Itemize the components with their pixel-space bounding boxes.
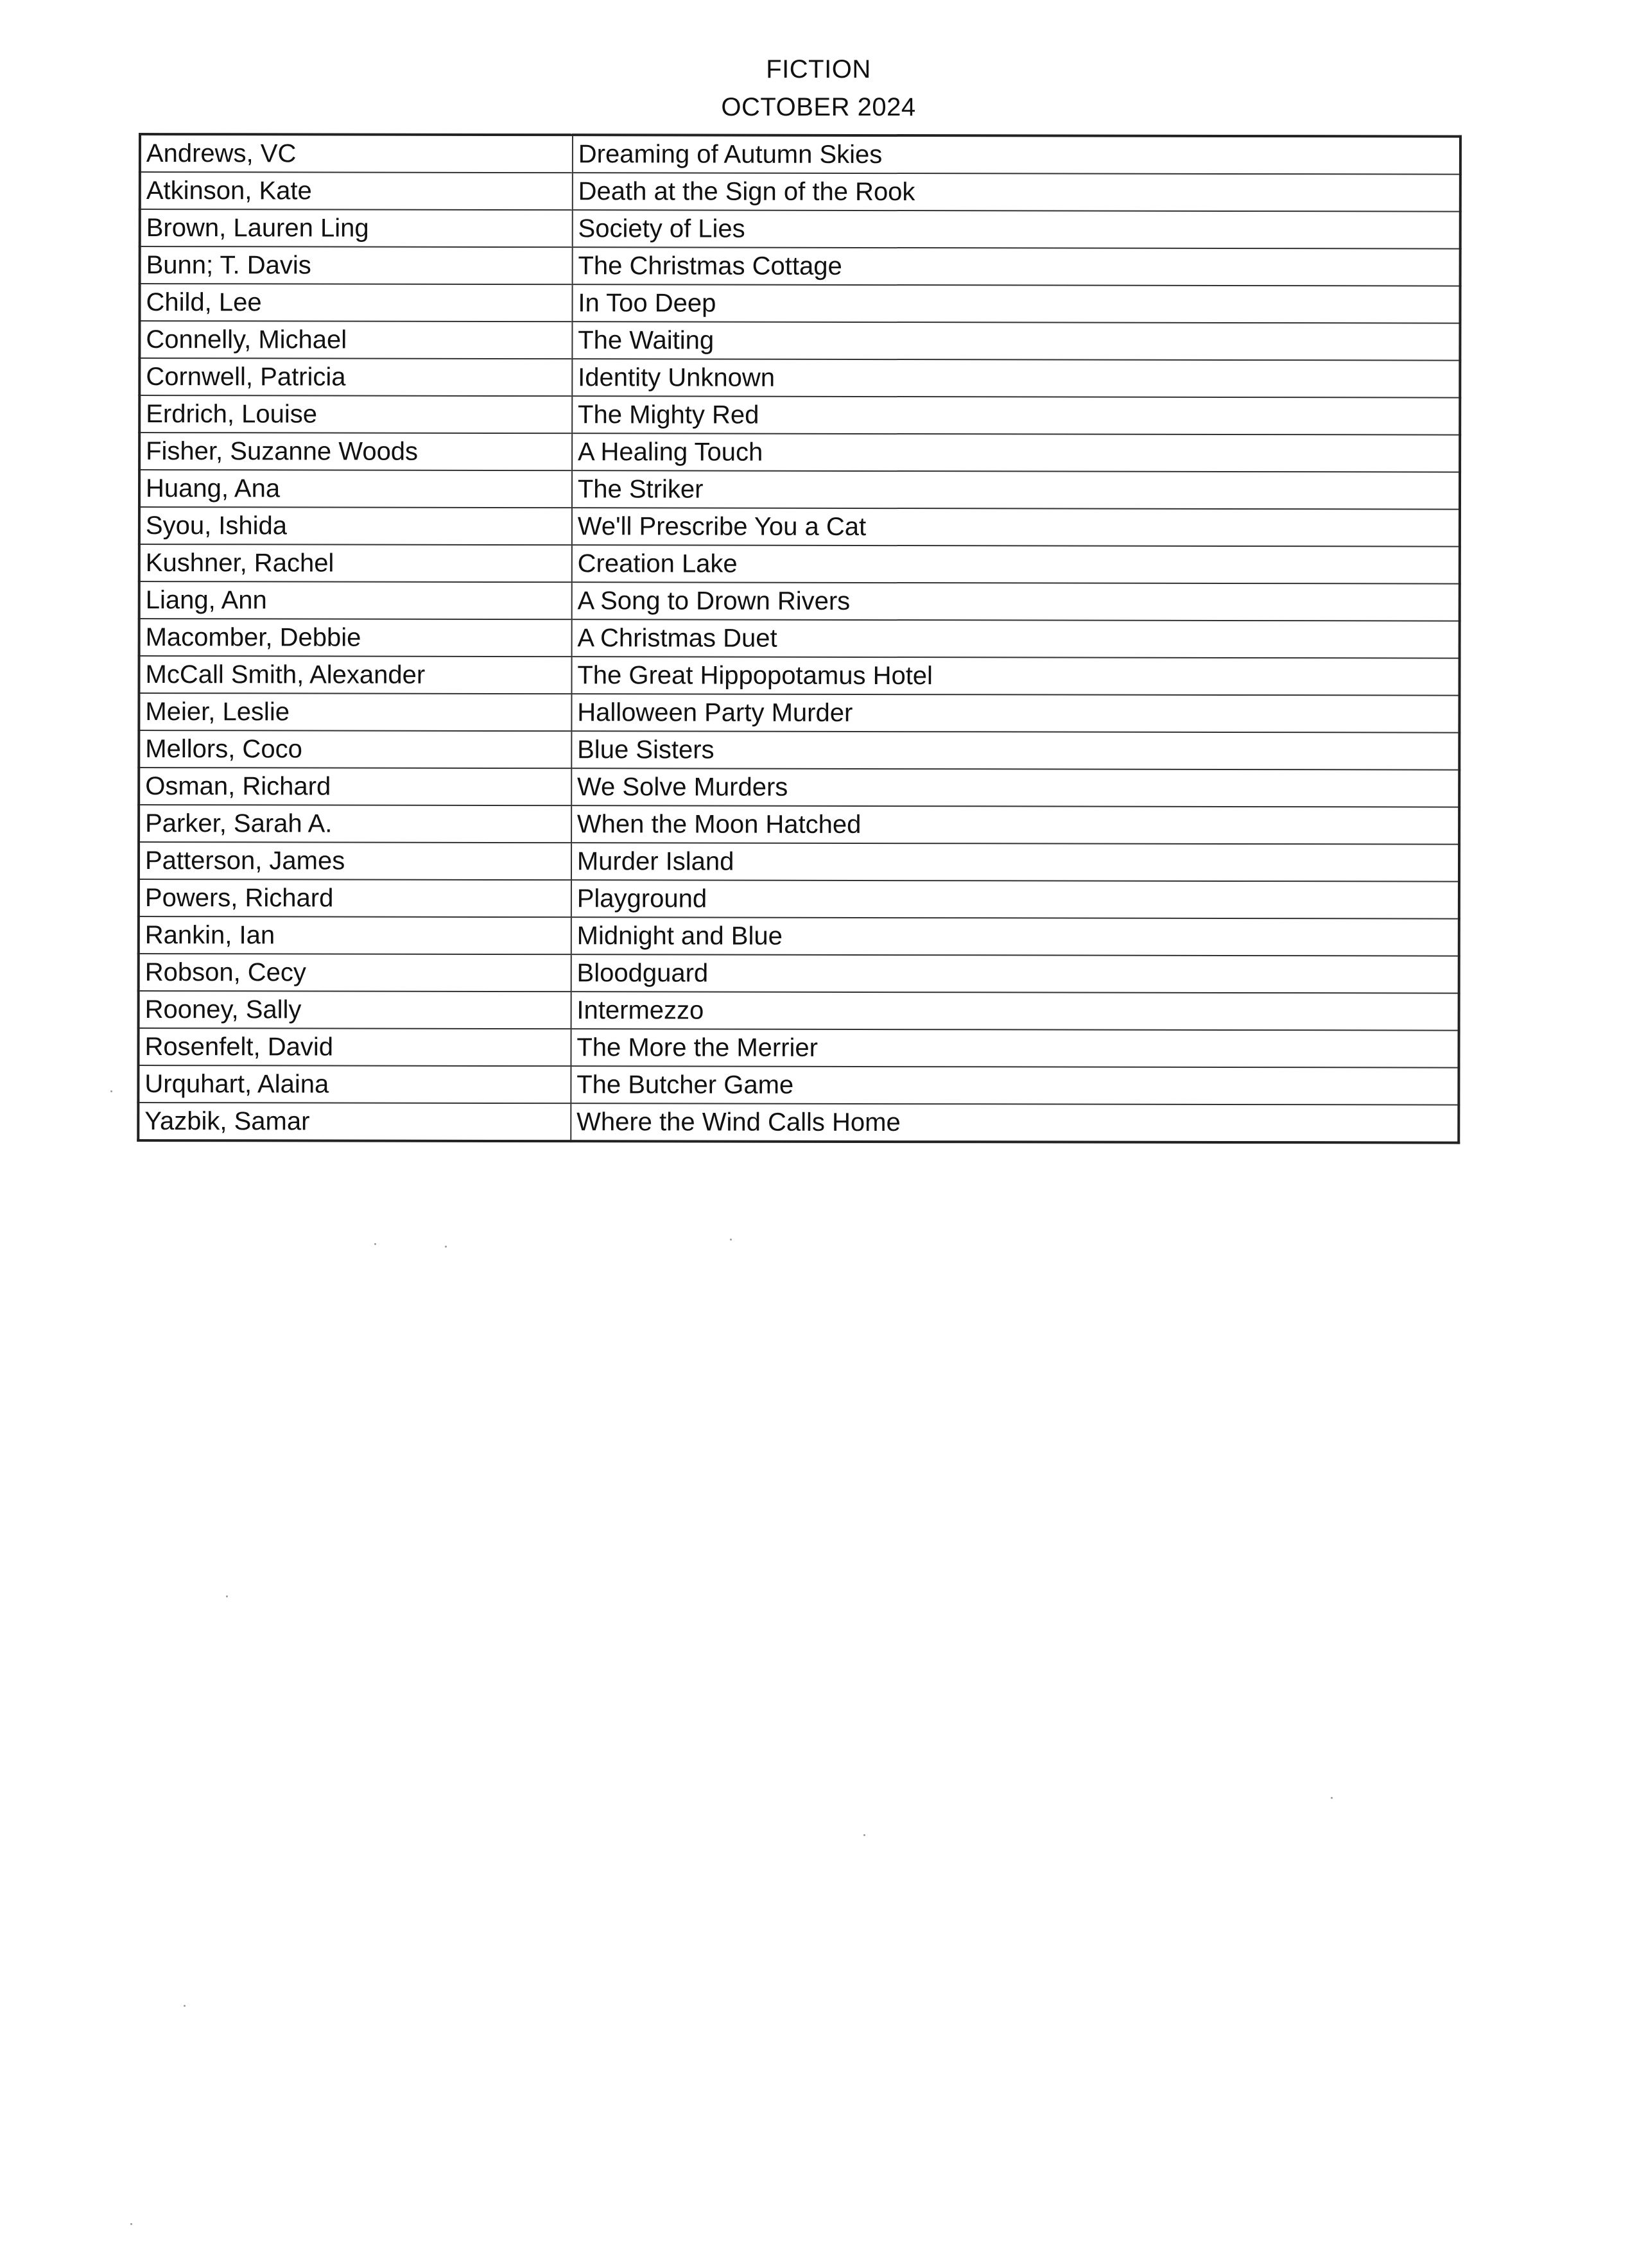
author-cell: Child, Lee <box>139 284 572 322</box>
scan-speck <box>863 1834 865 1836</box>
table-row <box>139 544 1460 584</box>
author-cell: Patterson, James <box>139 842 571 880</box>
book-title-cell: Murder Island <box>571 843 1459 881</box>
book-title-cell: In Too Deep <box>572 284 1460 323</box>
author-cell: Liang, Ann <box>139 581 572 619</box>
author-cell: Brown, Lauren Ling <box>140 209 573 247</box>
table-row <box>139 991 1459 1031</box>
book-title-cell: The Mighty Red <box>572 396 1460 434</box>
author-cell: Robson, Cecy <box>139 954 571 992</box>
table-row <box>139 656 1459 696</box>
author-cell: Rosenfelt, David <box>138 1028 571 1066</box>
author-cell: Erdrich, Louise <box>139 395 572 433</box>
book-title-cell: We Solve Murders <box>571 768 1459 807</box>
author-cell: Mellors, Coco <box>139 730 571 768</box>
book-title-cell: Where the Wind Calls Home <box>571 1103 1459 1142</box>
author-cell: Macomber, Debbie <box>139 619 572 657</box>
table-row <box>139 284 1460 323</box>
author-cell: Kushner, Rachel <box>139 544 572 582</box>
book-title-cell: Death at the Sign of the Rook <box>573 173 1460 211</box>
table-row <box>139 321 1460 361</box>
book-title-cell: A Christmas Duet <box>571 619 1459 658</box>
book-title-cell: The Striker <box>572 470 1460 509</box>
book-title-cell: Midnight and Blue <box>571 917 1459 956</box>
table-row <box>139 358 1460 398</box>
book-title-cell: A Healing Touch <box>572 433 1460 472</box>
book-title-cell: The Christmas Cottage <box>572 247 1460 286</box>
author-cell: Huang, Ana <box>139 470 572 508</box>
book-title-cell: Halloween Party Murder <box>571 694 1459 732</box>
book-list-table <box>137 133 1462 1144</box>
scan-speck <box>374 1243 376 1245</box>
book-title-cell: Intermezzo <box>571 992 1459 1030</box>
table-row <box>139 619 1460 658</box>
book-title-cell: The Waiting <box>572 322 1460 360</box>
author-cell: Cornwell, Patricia <box>139 358 572 396</box>
table-row <box>139 507 1460 547</box>
book-title-cell: Society of Lies <box>573 210 1460 248</box>
page-subtitle: OCTOBER 2024 <box>721 93 916 121</box>
author-cell: Urquhart, Alaina <box>138 1065 571 1103</box>
table-row <box>140 172 1460 212</box>
scan-speck <box>130 2223 132 2225</box>
book-title-cell: The More the Merrier <box>571 1029 1459 1067</box>
table-row <box>139 395 1460 435</box>
table-row <box>138 1103 1459 1143</box>
table-row <box>138 1028 1459 1068</box>
scan-speck <box>445 1246 447 1248</box>
table-row <box>138 1065 1459 1105</box>
scan-speck <box>226 1595 228 1597</box>
book-title-cell: Creation Lake <box>572 545 1460 583</box>
author-cell: Yazbik, Samar <box>138 1103 571 1141</box>
author-cell: Rankin, Ian <box>139 916 571 954</box>
table-row <box>139 768 1459 807</box>
table-row <box>139 842 1459 882</box>
book-title-cell: The Butcher Game <box>571 1066 1459 1104</box>
table-row <box>139 954 1459 993</box>
scan-speck <box>730 1239 732 1241</box>
scan-speck <box>1331 1797 1333 1799</box>
book-list-body <box>138 134 1460 1143</box>
author-cell: Bunn; T. Davis <box>140 246 573 284</box>
scan-speck <box>110 1090 112 1092</box>
table-row <box>140 246 1460 286</box>
author-cell: Syou, Ishida <box>139 507 572 545</box>
table-row <box>139 730 1459 770</box>
book-title-cell: Identity Unknown <box>572 359 1460 397</box>
table-row <box>139 581 1460 621</box>
table-row <box>139 879 1459 919</box>
book-title-cell: We'll Prescribe You a Cat <box>572 508 1460 546</box>
table-row <box>139 805 1459 845</box>
book-title-cell: Dreaming of Autumn Skies <box>573 135 1460 174</box>
book-title-cell: The Great Hippopotamus Hotel <box>571 657 1459 695</box>
scan-speck <box>184 2005 186 2007</box>
author-cell: Meier, Leslie <box>139 693 571 731</box>
book-title-cell: Blue Sisters <box>571 731 1459 769</box>
author-cell: Atkinson, Kate <box>140 172 573 210</box>
author-cell: Connelly, Michael <box>139 321 572 359</box>
book-title-cell: Playground <box>571 880 1459 918</box>
book-title-cell: A Song to Drown Rivers <box>572 582 1460 621</box>
table-row <box>140 209 1460 249</box>
author-cell: Fisher, Suzanne Woods <box>139 433 572 470</box>
table-row <box>139 916 1459 956</box>
author-cell: Rooney, Sally <box>139 991 571 1029</box>
table-row <box>140 134 1460 175</box>
author-cell: Andrews, VC <box>140 134 573 173</box>
book-title-cell: When the Moon Hatched <box>571 805 1459 844</box>
book-title-cell: Bloodguard <box>571 954 1459 993</box>
table-row <box>139 433 1460 472</box>
author-cell: McCall Smith, Alexander <box>139 656 571 694</box>
author-cell: Powers, Richard <box>139 879 571 917</box>
author-cell: Osman, Richard <box>139 768 571 805</box>
page-title: FICTION <box>766 55 871 83</box>
table-row <box>139 693 1459 733</box>
author-cell: Parker, Sarah A. <box>139 805 571 843</box>
table-row <box>139 470 1460 510</box>
